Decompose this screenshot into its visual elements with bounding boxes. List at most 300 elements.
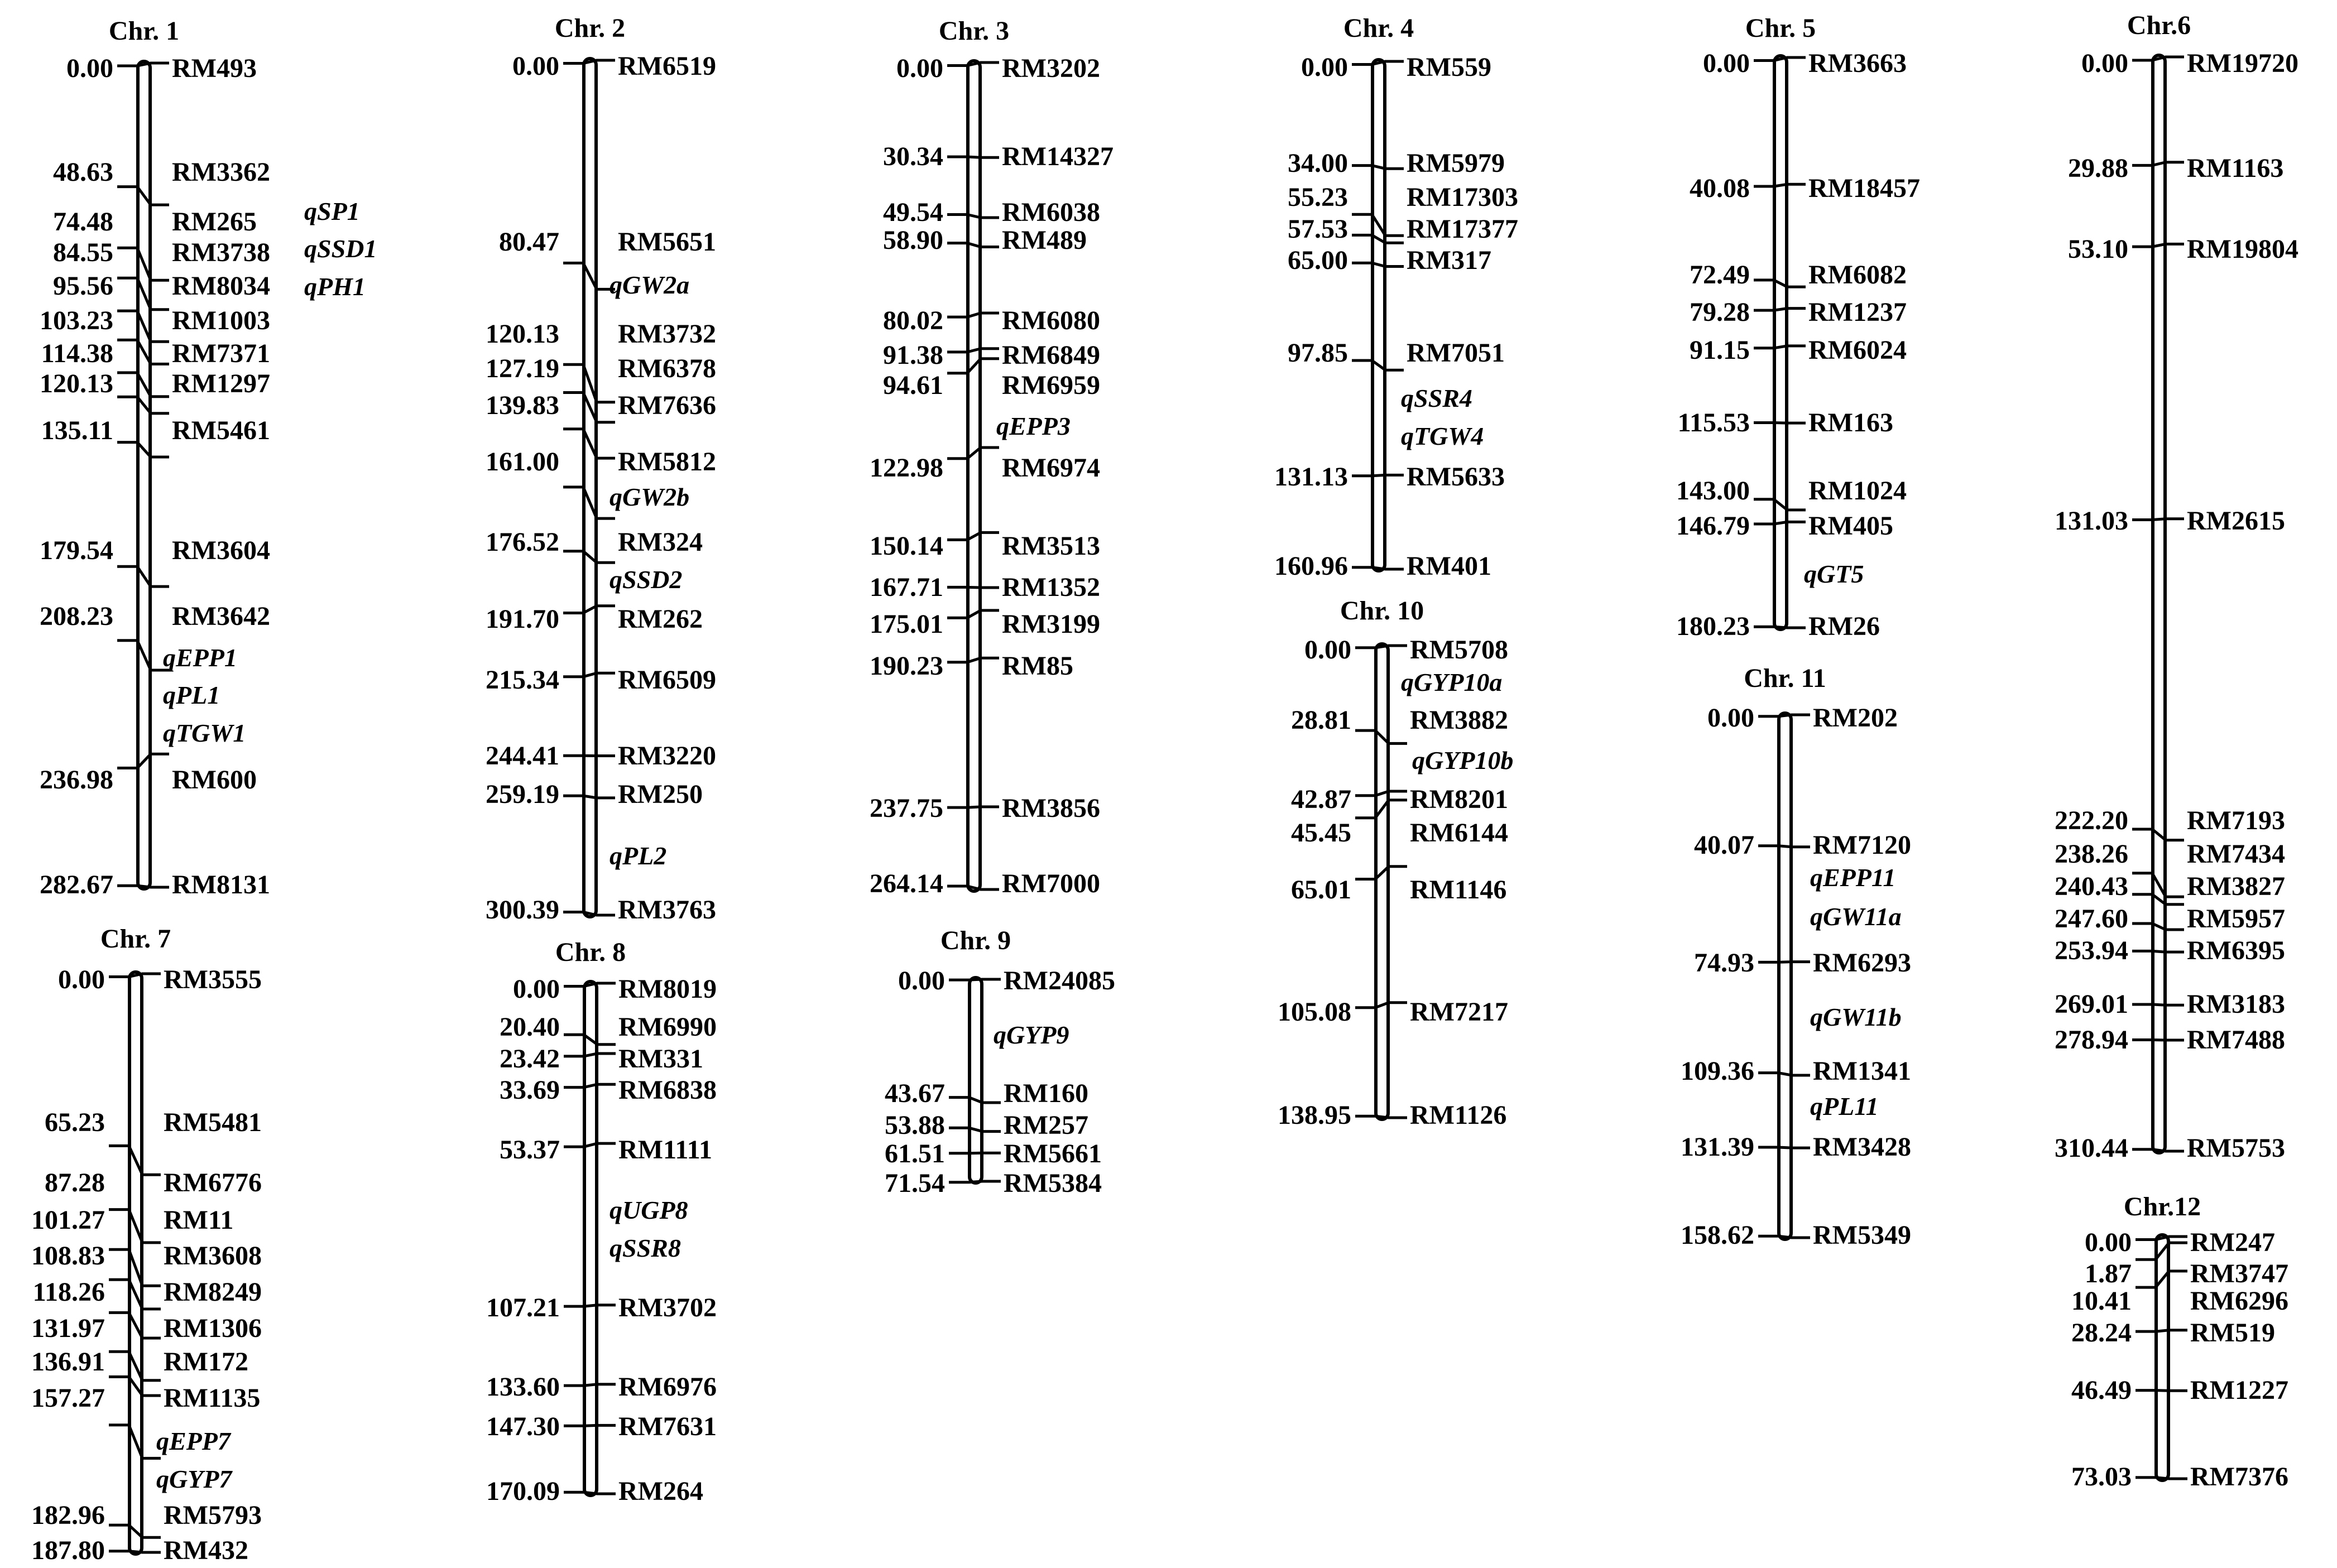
chromosome-title: Chr. 11: [1744, 663, 1826, 693]
marker-name: RM2615: [2187, 506, 2285, 536]
marker-name: RM265: [172, 207, 257, 237]
marker-name: RM5979: [1407, 148, 1505, 178]
marker-position: 10.41: [2071, 1286, 2132, 1316]
qtl-label: qPL2: [610, 841, 667, 870]
marker-position: 0.00: [896, 54, 943, 83]
marker-position: 72.49: [1690, 260, 1750, 290]
marker-position: 236.98: [40, 765, 113, 795]
marker-name: RM11: [164, 1205, 234, 1235]
marker-position: 80.47: [499, 227, 559, 257]
marker-name: RM6024: [1808, 335, 1907, 365]
marker-name: RM3882: [1410, 705, 1508, 735]
marker-name: RM3642: [172, 602, 270, 631]
qtl-label: qEPP7: [156, 1427, 231, 1455]
qtl-label: qSSD2: [610, 565, 683, 594]
qtl-label: qGYP10b: [1412, 746, 1514, 775]
marker-name: RM1003: [172, 306, 270, 335]
marker-name: RM262: [618, 604, 703, 634]
marker-name: RM493: [172, 54, 257, 83]
chromosome-chr-7: [31, 924, 262, 1565]
marker-name: RM1163: [2187, 153, 2284, 183]
marker-position: 71.54: [885, 1168, 945, 1198]
marker-tick: [1754, 57, 1806, 61]
marker-tick: [947, 349, 999, 352]
marker-position: 131.03: [2055, 506, 2128, 536]
marker-position: 49.54: [883, 198, 943, 227]
marker-name: RM1024: [1808, 476, 1907, 506]
marker-name: RM5793: [164, 1500, 262, 1530]
marker-name: RM26: [1808, 612, 1880, 641]
qtl-label: qEPP3: [996, 412, 1071, 440]
marker-name: RM7217: [1410, 997, 1508, 1027]
marker-position: 87.28: [45, 1168, 105, 1197]
marker-position: 0.00: [2081, 49, 2128, 78]
marker-name: RM3183: [2187, 989, 2285, 1019]
marker-name: RM6519: [618, 51, 716, 81]
marker-name: RM6990: [618, 1012, 717, 1042]
marker-name: RM559: [1407, 52, 1491, 82]
marker-name: RM5753: [2187, 1133, 2285, 1163]
marker-tick: [563, 60, 615, 64]
chromosome-title: Chr. 10: [1340, 596, 1424, 626]
marker-tick: [564, 1143, 616, 1147]
marker-tick: [1758, 846, 1810, 847]
marker-name: RM1297: [172, 369, 270, 398]
marker-position: 240.43: [2055, 872, 2128, 901]
marker-position: 238.26: [2055, 839, 2128, 869]
marker-name: RM19720: [2187, 49, 2298, 78]
marker-name: RM6296: [2190, 1286, 2288, 1316]
marker-position: 118.26: [32, 1277, 105, 1307]
marker-position: 176.52: [486, 527, 559, 557]
marker-position: 94.61: [883, 371, 943, 400]
marker-position: 136.91: [31, 1347, 105, 1377]
chromosome-title: Chr. 3: [938, 16, 1010, 46]
marker-tick: [2132, 1149, 2184, 1151]
marker-name: RM163: [1808, 408, 1893, 437]
qtl-label: qPL11: [1810, 1092, 1879, 1120]
marker-position: 23.42: [500, 1044, 560, 1074]
marker-name: RM3827: [2187, 872, 2285, 901]
marker-name: RM7120: [1813, 830, 1911, 860]
marker-name: RM5651: [618, 227, 716, 257]
marker-position: 131.97: [31, 1314, 105, 1343]
marker-position: 34.00: [1288, 148, 1348, 178]
marker-position: 158.62: [1681, 1220, 1754, 1250]
chromosome-bar: [2153, 55, 2165, 1153]
chromosome-title: Chr. 8: [555, 937, 626, 967]
marker-name: RM7434: [2187, 839, 2285, 869]
marker-position: 45.45: [1291, 818, 1351, 848]
marker-name: RM6038: [1002, 198, 1100, 227]
marker-tick: [947, 62, 999, 66]
marker-position: 310.44: [2055, 1133, 2128, 1163]
marker-name: RM7051: [1407, 338, 1505, 368]
marker-tick: [564, 983, 616, 987]
chromosome-chr-10: [1278, 596, 1513, 1130]
marker-position: 0.00: [898, 966, 945, 995]
chromosome-chr-11: [1681, 663, 1911, 1250]
marker-name: RM6509: [618, 665, 716, 695]
marker-tick: [1758, 1236, 1810, 1238]
qtl-label: qTGW1: [163, 719, 246, 747]
marker-name: RM5957: [2187, 904, 2285, 934]
marker-position: 91.38: [883, 340, 943, 370]
marker-name: RM6849: [1002, 340, 1100, 370]
marker-position: 0.00: [1304, 635, 1351, 665]
marker-position: 0.00: [513, 974, 560, 1004]
qtl-label: qPH1: [304, 272, 366, 301]
marker-position: 138.95: [1278, 1100, 1351, 1130]
chromosome-bar: [1779, 713, 1791, 1239]
chromosome-bar: [584, 982, 597, 1495]
marker-name: RM3199: [1002, 609, 1100, 639]
marker-position: 114.38: [41, 339, 113, 368]
marker-position: 53.10: [2068, 234, 2128, 264]
marker-position: 73.03: [2071, 1462, 2132, 1492]
marker-position: 105.08: [1278, 997, 1351, 1027]
marker-name: RM5633: [1407, 462, 1505, 492]
marker-position: 55.23: [1288, 182, 1348, 212]
marker-name: RM250: [618, 780, 703, 809]
marker-name: RM3513: [1002, 531, 1100, 561]
marker-tick: [949, 1181, 1001, 1182]
marker-position: 167.71: [870, 573, 943, 602]
marker-tick: [1754, 309, 1806, 311]
chromosome-bar: [584, 59, 596, 917]
qtl-label: qGYP10a: [1401, 668, 1503, 696]
marker-tick: [1758, 715, 1810, 716]
marker-name: RM202: [1813, 703, 1898, 733]
marker-name: RM7636: [618, 391, 716, 420]
chromosome-bar: [129, 972, 142, 1554]
marker-position: 131.13: [1274, 462, 1348, 492]
marker-position: 0.00: [512, 51, 559, 81]
marker-name: RM7631: [618, 1412, 717, 1441]
marker-name: RM5812: [618, 447, 716, 477]
marker-position: 74.93: [1694, 948, 1754, 978]
chromosome-chr-3: [870, 16, 1114, 898]
marker-name: RM6776: [164, 1168, 262, 1197]
marker-position: 222.20: [2055, 806, 2128, 835]
marker-name: RM600: [172, 765, 257, 795]
marker-name: RM18457: [1808, 174, 1920, 203]
marker-tick: [949, 979, 1001, 980]
marker-position: 65.01: [1291, 875, 1351, 905]
qtl-label: qSSR4: [1401, 384, 1472, 412]
marker-position: 146.79: [1676, 511, 1750, 541]
marker-tick: [2132, 1040, 2184, 1041]
marker-position: 278.94: [2055, 1025, 2128, 1055]
marker-name: RM5461: [172, 416, 270, 445]
marker-position: 208.23: [40, 602, 113, 631]
marker-position: 30.34: [883, 142, 943, 171]
marker-name: RM14327: [1002, 142, 1114, 171]
marker-name: RM24085: [1004, 966, 1115, 995]
marker-name: RM1111: [618, 1135, 713, 1165]
marker-name: RM317: [1407, 246, 1491, 275]
marker-tick: [564, 1054, 616, 1056]
marker-position: 0.00: [58, 965, 105, 994]
qtl-label: qGW11b: [1810, 1003, 1902, 1031]
marker-position: 253.94: [2055, 936, 2128, 965]
marker-position: 0.00: [1707, 703, 1754, 733]
marker-tick: [1754, 627, 1806, 628]
marker-position: 0.00: [2085, 1228, 2132, 1257]
chromosome-chr-1: [40, 16, 377, 900]
qtl-label: qGT5: [1804, 560, 1864, 588]
marker-position: 40.07: [1694, 830, 1754, 860]
marker-position: 53.37: [500, 1135, 560, 1165]
marker-name: RM3663: [1808, 49, 1907, 78]
marker-position: 109.36: [1681, 1056, 1754, 1086]
marker-tick: [2136, 1330, 2187, 1331]
marker-tick: [2132, 1004, 2184, 1005]
marker-position: 57.53: [1288, 214, 1348, 244]
marker-name: RM401: [1407, 551, 1491, 581]
marker-position: 80.02: [883, 306, 943, 335]
chromosome-title: Chr. 9: [940, 926, 1011, 955]
marker-position: 0.00: [66, 54, 113, 83]
marker-name: RM17303: [1407, 182, 1518, 212]
chromosome-title: Chr. 2: [554, 13, 626, 43]
marker-position: 150.14: [870, 531, 943, 561]
marker-name: RM324: [618, 527, 703, 557]
chromosome-bar: [968, 61, 980, 891]
marker-name: RM8131: [172, 870, 270, 900]
marker-position: 147.30: [486, 1412, 560, 1441]
marker-tick: [1352, 567, 1404, 569]
marker-position: 29.88: [2068, 153, 2128, 183]
marker-name: RM7000: [1002, 869, 1100, 898]
marker-position: 127.19: [486, 354, 559, 383]
marker-name: RM5708: [1410, 635, 1508, 665]
chromosome-chr-5: [1676, 13, 1920, 641]
marker-name: RM6974: [1002, 453, 1100, 483]
marker-name: RM3747: [2190, 1259, 2288, 1288]
marker-position: 97.85: [1288, 338, 1348, 368]
marker-name: RM489: [1002, 225, 1087, 255]
marker-tick: [2132, 519, 2184, 520]
marker-position: 264.14: [870, 869, 943, 898]
marker-name: RM8249: [164, 1277, 262, 1307]
marker-position: 190.23: [870, 651, 943, 681]
marker-tick: [2136, 1478, 2187, 1479]
marker-name: RM1237: [1808, 297, 1907, 327]
marker-name: RM85: [1002, 651, 1073, 681]
marker-name: RM8034: [172, 271, 270, 301]
marker-name: RM6959: [1002, 371, 1100, 400]
marker-position: 131.39: [1681, 1132, 1754, 1162]
marker-position: 133.60: [486, 1372, 560, 1402]
marker-name: RM6082: [1808, 260, 1907, 290]
marker-name: RM6976: [618, 1372, 717, 1402]
marker-tick: [947, 886, 999, 889]
marker-name: RM6080: [1002, 306, 1100, 335]
marker-position: 244.41: [486, 741, 559, 771]
marker-name: RM3856: [1002, 793, 1100, 823]
marker-name: RM160: [1004, 1079, 1088, 1108]
marker-position: 65.00: [1288, 246, 1348, 275]
marker-position: 300.39: [486, 895, 559, 925]
marker-name: RM3604: [172, 536, 270, 565]
marker-tick: [109, 1551, 161, 1552]
marker-tick: [947, 215, 999, 218]
marker-name: RM5661: [1004, 1139, 1102, 1168]
marker-name: RM8019: [618, 974, 717, 1004]
marker-position: 53.88: [885, 1110, 945, 1140]
marker-name: RM405: [1808, 511, 1893, 541]
marker-position: 187.80: [31, 1536, 105, 1565]
marker-position: 40.08: [1690, 174, 1750, 203]
marker-position: 95.56: [53, 271, 113, 301]
marker-name: RM7376: [2190, 1462, 2288, 1492]
marker-name: RM519: [2190, 1318, 2275, 1348]
marker-name: RM3555: [164, 965, 262, 994]
marker-name: RM19804: [2187, 234, 2298, 264]
marker-position: 108.83: [31, 1241, 105, 1271]
marker-position: 115.53: [1677, 408, 1750, 437]
qtl-label: qTGW4: [1401, 422, 1484, 450]
marker-name: RM3428: [1813, 1132, 1911, 1162]
marker-name: RM1126: [1410, 1100, 1507, 1130]
marker-tick: [2132, 162, 2184, 166]
marker-position: 28.81: [1291, 705, 1351, 735]
marker-name: RM1227: [2190, 1375, 2288, 1405]
marker-position: 160.96: [1274, 551, 1348, 581]
marker-tick: [563, 796, 615, 798]
qtl-label: qGW2a: [610, 271, 690, 299]
marker-tick: [109, 974, 161, 977]
qtl-label: qEPP1: [163, 643, 237, 672]
marker-name: RM264: [618, 1476, 703, 1506]
marker-position: 247.60: [2055, 904, 2128, 934]
marker-tick: [1352, 166, 1404, 169]
marker-position: 58.90: [883, 225, 943, 255]
marker-name: RM1135: [164, 1383, 261, 1413]
chromosome-title: Chr.12: [2123, 1192, 2201, 1221]
marker-position: 28.24: [2071, 1318, 2132, 1348]
marker-position: 139.83: [486, 391, 559, 420]
marker-position: 237.75: [870, 793, 943, 823]
marker-name: RM1341: [1813, 1056, 1911, 1086]
marker-name: RM6144: [1410, 818, 1508, 848]
marker-tick: [1758, 962, 1810, 963]
marker-name: RM6378: [618, 354, 716, 383]
qtl-label: qSP1: [304, 197, 360, 225]
marker-tick: [117, 886, 169, 887]
marker-name: RM1352: [1002, 573, 1100, 602]
marker-tick: [1754, 423, 1806, 424]
qtl-label: qSSR8: [610, 1234, 681, 1262]
chromosome-chr-8: [486, 937, 717, 1506]
marker-tick: [564, 1084, 616, 1087]
marker-position: 180.23: [1676, 612, 1750, 641]
marker-name: RM257: [1004, 1110, 1088, 1140]
chromosome-bar: [1373, 60, 1385, 571]
marker-position: 61.51: [885, 1139, 945, 1168]
chromosome-title: Chr. 5: [1745, 13, 1816, 43]
qtl-label: qEPP11: [1810, 863, 1896, 892]
marker-position: 143.00: [1676, 476, 1750, 506]
qtl-label: qGW2b: [610, 483, 690, 511]
marker-position: 46.49: [2071, 1375, 2132, 1405]
marker-position: 157.27: [31, 1383, 105, 1413]
marker-tick: [1352, 61, 1404, 65]
marker-position: 259.19: [486, 780, 559, 809]
marker-position: 122.98: [870, 453, 943, 483]
marker-name: RM1146: [1410, 875, 1507, 905]
marker-position: 107.21: [486, 1293, 560, 1322]
marker-tick: [1754, 346, 1806, 348]
qtl-label: qGYP9: [994, 1021, 1069, 1049]
chromosome-bar: [1376, 644, 1388, 1119]
marker-tick: [564, 1384, 616, 1386]
marker-position: 79.28: [1690, 297, 1750, 327]
marker-position: 1.87: [2085, 1259, 2132, 1288]
marker-name: RM5384: [1004, 1168, 1102, 1198]
marker-tick: [2136, 1237, 2187, 1240]
marker-name: RM3608: [164, 1241, 262, 1271]
marker-name: RM3738: [172, 238, 270, 267]
marker-tick: [1758, 1073, 1810, 1075]
marker-position: 161.00: [486, 447, 559, 477]
chromosome-title: Chr. 4: [1343, 13, 1414, 43]
marker-position: 282.67: [40, 870, 113, 900]
marker-position: 191.70: [486, 604, 559, 634]
marker-name: RM172: [164, 1347, 248, 1377]
marker-name: RM5481: [164, 1108, 262, 1137]
marker-name: RM3702: [618, 1293, 717, 1322]
chromosome-chr-2: [486, 13, 716, 925]
marker-position: 135.11: [41, 416, 113, 445]
marker-position: 33.69: [500, 1075, 560, 1105]
chromosome-bar: [1774, 56, 1787, 629]
marker-position: 120.13: [40, 369, 113, 398]
qtl-label: qSSD1: [304, 234, 377, 263]
marker-position: 43.67: [885, 1079, 945, 1108]
marker-tick: [2132, 951, 2184, 952]
marker-position: 101.27: [31, 1205, 105, 1235]
marker-tick: [2132, 57, 2184, 60]
marker-tick: [1754, 184, 1806, 186]
marker-name: RM3202: [1002, 54, 1100, 83]
marker-name: RM3732: [618, 319, 716, 349]
marker-position: 20.40: [500, 1012, 560, 1042]
marker-name: RM3763: [618, 895, 716, 925]
marker-position: 175.01: [870, 609, 943, 639]
chromosome-bar: [2156, 1235, 2168, 1480]
marker-name: RM8201: [1410, 785, 1508, 814]
marker-name: RM3362: [172, 157, 270, 187]
marker-tick: [563, 912, 615, 916]
marker-name: RM6293: [1813, 948, 1911, 978]
marker-tick: [2132, 244, 2184, 247]
marker-name: RM6395: [2187, 936, 2285, 965]
marker-name: RM7193: [2187, 806, 2285, 835]
marker-position: 103.23: [40, 306, 113, 335]
marker-tick: [1758, 1147, 1810, 1148]
marker-name: RM1306: [164, 1314, 262, 1343]
marker-position: 179.54: [40, 536, 113, 565]
marker-name: RM6838: [618, 1075, 717, 1105]
marker-position: 84.55: [53, 238, 113, 267]
chromosome-chr-9: [885, 926, 1115, 1198]
qtl-label: qGYP7: [156, 1465, 232, 1493]
marker-name: RM7371: [172, 339, 270, 368]
marker-tick: [564, 1425, 616, 1426]
marker-position: 91.15: [1690, 335, 1750, 365]
